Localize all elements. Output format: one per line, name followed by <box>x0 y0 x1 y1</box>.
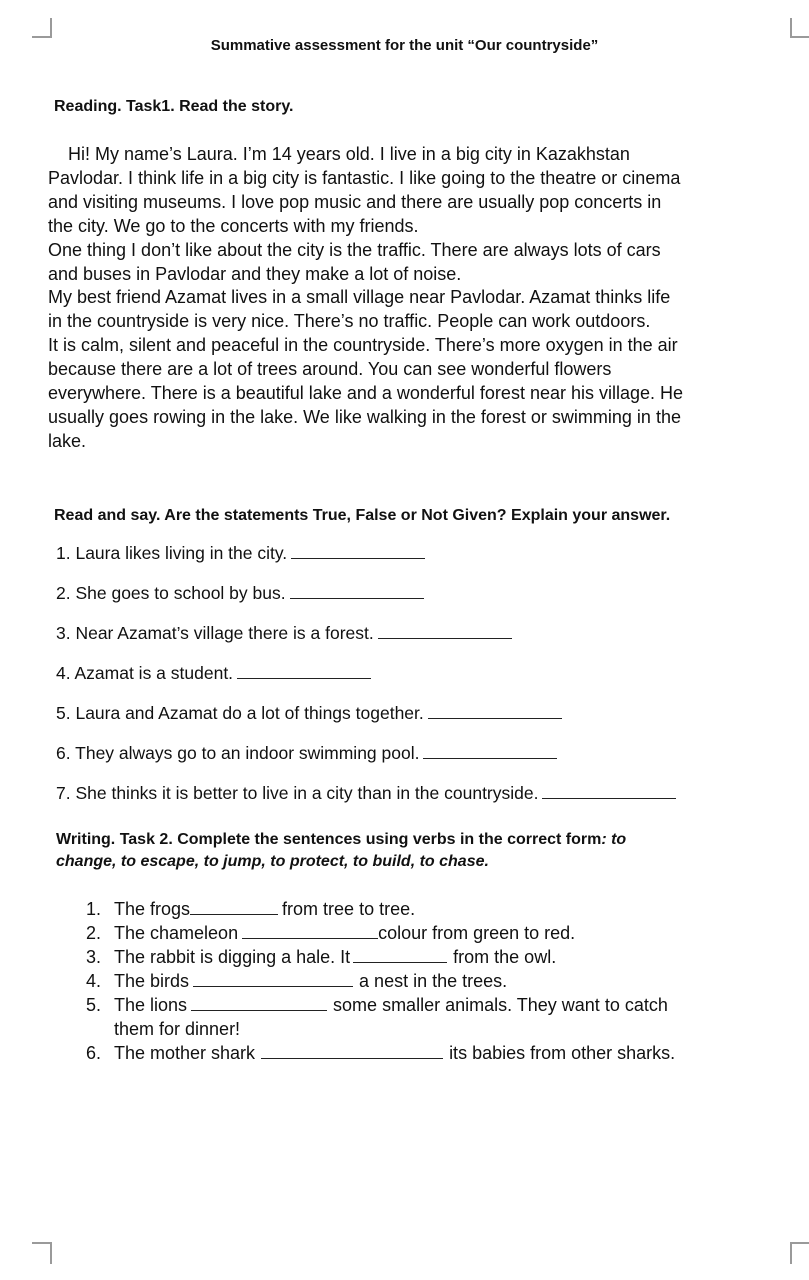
task2-instructions <box>56 829 776 873</box>
crop-mark-top-right <box>790 18 809 38</box>
answer-blank[interactable] <box>290 598 424 599</box>
sentence-end: a nest in the trees. <box>359 971 508 991</box>
task1-heading: Reading. Task1. Read the story. <box>54 98 294 115</box>
sentence-end: from tree to tree. <box>282 899 416 919</box>
story-line: and visiting museums. I love pop music and there are usually pop concerts in <box>48 191 662 212</box>
story-line: everywhere. There is a beautiful lake and a wonderful forest near his village. He <box>48 383 684 404</box>
crop-mark-bottom-left <box>32 1242 52 1264</box>
sentence-continuation: them for dinner! <box>114 1019 241 1039</box>
verb-list-start: : to <box>601 831 627 848</box>
answer-blank[interactable] <box>353 962 447 963</box>
sentence-end: from the owl. <box>453 947 557 967</box>
sentence-number: 2. <box>86 923 102 943</box>
answer-blank[interactable] <box>428 718 562 719</box>
statement-2 <box>56 583 424 604</box>
statement-3 <box>56 623 512 644</box>
statement-4 <box>56 663 371 684</box>
sentence-end: its babies from other sharks. <box>449 1043 676 1063</box>
story-line: Pavlodar. I think life in a big city is fantastic. I like going to the theatre or cinema <box>48 167 681 188</box>
story-line: Hi! My name’s Laura. I’m 14 years old. I live in a big city in Kazakhstan <box>68 144 630 164</box>
answer-blank[interactable] <box>190 914 278 915</box>
statement-5 <box>56 703 562 724</box>
statement-7 <box>56 783 676 804</box>
sentence-start: The mother shark <box>114 1043 256 1063</box>
answer-blank[interactable] <box>378 638 512 639</box>
story-line: because there are a lot of trees around. You can see wonderful flowers <box>48 359 612 380</box>
sentence-start: The rabbit is digging a hale. It <box>114 947 351 967</box>
story-line: lake. <box>48 430 87 451</box>
sentence-start: The frogs <box>114 899 191 919</box>
sentence-start: The lions <box>114 995 188 1015</box>
verb-list: change, to escape, to jump, to protect, to build, to chase. <box>56 853 489 870</box>
answer-blank[interactable] <box>261 1058 443 1059</box>
answer-blank[interactable] <box>291 558 425 559</box>
sentence-number: 6. <box>86 1043 102 1063</box>
answer-blank[interactable] <box>193 986 353 987</box>
statement-text: 7. She thinks it is better to live in a city than in the countryside. <box>56 783 539 803</box>
story-line: One thing I don’t like about the city is the traffic. There are always lots of cars <box>48 239 661 260</box>
statement-text: 3. Near Azamat’s village there is a forest. <box>56 623 374 643</box>
crop-mark-bottom-right <box>790 1242 809 1264</box>
story-line: It is calm, silent and peaceful in the countryside. There’s more oxygen in the air <box>48 335 678 356</box>
statement-text: 5. Laura and Azamat do a lot of things together. <box>56 703 424 723</box>
sentence-end: some smaller animals. They want to catch <box>333 995 668 1015</box>
answer-blank[interactable] <box>237 678 371 679</box>
statement-6 <box>56 743 557 764</box>
statement-text: 1. Laura likes living in the city. <box>56 543 288 563</box>
story-line: My best friend Azamat lives in a small village near Pavlodar. Azamat thinks life <box>48 287 671 308</box>
statement-text: 2. She goes to school by bus. <box>56 583 286 603</box>
sentence-end: colour from green to red. <box>378 923 576 943</box>
answer-blank[interactable] <box>423 758 557 759</box>
sentence-start: The birds <box>114 971 190 991</box>
statement-text: 4. Azamat is a student. <box>56 663 234 683</box>
story-line: the city. We go to the concerts with my friends. <box>48 215 419 236</box>
sentence-number: 3. <box>86 947 102 967</box>
story-line: and buses in Pavlodar and they make a lot of noise. <box>48 263 462 284</box>
story-line: in the countryside is very nice. There’s no traffic. People can work outdoors. <box>48 311 651 332</box>
tfng-heading: Read and say. Are the statements True, False or Not Given? Explain your answer. <box>54 507 671 524</box>
crop-mark-top-left <box>32 18 52 38</box>
sentence-number: 5. <box>86 995 102 1015</box>
statement-text: 6. They always go to an indoor swimming pool. <box>56 743 420 763</box>
story-line: usually goes rowing in the lake. We like walking in the forest or swimming in the <box>48 406 681 427</box>
answer-blank[interactable] <box>542 798 676 799</box>
sentence-start: The chameleon <box>114 923 239 943</box>
statement-1 <box>56 543 425 564</box>
sentence-number: 4. <box>86 971 102 991</box>
task2-heading: Writing. Task 2. Complete the sentences using verbs in the correct form <box>56 831 602 848</box>
answer-blank[interactable] <box>191 1010 327 1011</box>
sentence-number: 1. <box>86 899 102 919</box>
answer-blank[interactable] <box>242 938 378 939</box>
page-title: Summative assessment for the unit “Our countryside” <box>210 37 599 54</box>
story-text <box>48 143 798 454</box>
